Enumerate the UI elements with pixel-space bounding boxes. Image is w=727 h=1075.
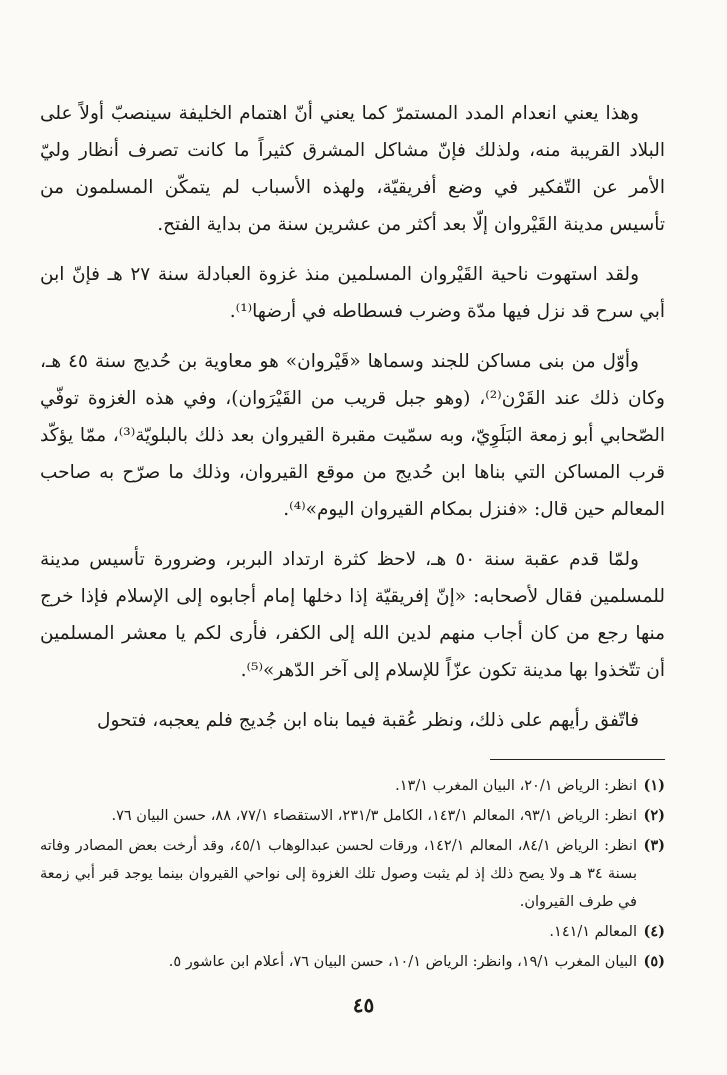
footnote [40,918,665,946]
footnote-number: (٣) [643,837,665,854]
footnote-number: (٥) [643,953,665,970]
page-number: ٤٥ [352,993,375,1017]
footnote-text: انظر: الرياض ٢٠/١، البيان المغرب ١٣/١. [395,778,637,794]
footnote-text: البيان المغرب ١٩/١، وانظر: الرياض ١٠/١، حسن البيان ٧٦، أعلام ابن عاشور ٥. [168,954,637,970]
footnote [40,772,665,800]
footnote-number: (٤) [643,923,665,940]
footnote-separator [490,759,665,760]
main-text [40,95,665,739]
paragraph: ولقد استهوت ناحية القَيْروان المسلمين منذ غزوة العبادلة سنة ٢٧ هـ فإنّ ابن أبي سرح قد نزل فيها مدّة وضرب فسطاطه في أرضها⁽¹⁾. [40,264,665,322]
footnote-number: (٢) [643,807,665,824]
footnotes [40,772,665,976]
footnote-text: انظر: الرياض ٩٣/١، المعالم ١٤٣/١، الكامل ٢٣١/٣، الاستقصاء ٧٧/١، ٨٨، حسن البيان ٧٦. [111,808,637,824]
footnote [40,832,665,916]
paragraph: فاتّفق رأيهم على ذلك، ونظر عُقبة فيما بناه ابن جُديج فلم يعجبه، فتحول [97,710,639,731]
paragraph: وهذا يعني انعدام المدد المستمرّ كما يعني أنّ اهتمام الخليفة سينصبّ أولاً على البلاد القريبة منه، ولذلك فإنّ مشاكل المشرق كثيراً ما كانت تصرف أنظار وليّ الأمر عن التّفكير في وضع أفريقيّة، ولهذه الأسباب لم يتمكّن المسلمون من تأسيس مدينة القَيْروان إلّا بعد أكثر من عشرين سنة من بداية الفتح. [40,103,665,235]
footnote-text: المعالم ١٤١/١. [549,924,637,940]
paragraph: وأوّل من بنى مساكن للجند وسماها «قَيْروان» هو معاوية بن حُديج سنة ٤٥ هـ، وكان ذلك عند القَرْن⁽²⁾، (وهو جبل قريب من القَيْرَوان)، وفي هذه الغزوة توفّي الصّحابي أبو زمعة البَلَوِيّ، وبه سمّيت مقبرة القيروان بعد ذلك بالبلويّة⁽³⁾، ممّا يؤكّد قرب المساكن التي بناها ابن حُديج من موقع القيروان، وذلك ما صرّح به صاحب المعالم حين قال: «فنزل بمكام القيروان اليوم»⁽⁴⁾. [40,351,665,520]
footnote-number: (١) [643,777,665,794]
footnote [40,802,665,830]
footnote [40,948,665,976]
paragraph: ولمّا قدم عقبة سنة ٥٠ هـ، لاحظ كثرة ارتداد البربر، وضرورة تأسيس مدينة للمسلمين فقال لأصحابه: «إنّ إفريقيّة إذا دخلها إمام أجابوه إلى الإسلام فإذا خرج منها رجع من كان أجاب منهم لدين الله إلى الكفر، فأرى لكم يا معشر المسلمين أن تتّخذوا بها مدينة تكون عزّاً للإسلام إلى آخر الدّهر»⁽⁵⁾. [40,549,665,681]
footnote-text: انظر: الرياض ٨٤/١، المعالم ١٤٢/١، ورقات لحسن عبدالوهاب ٤٥/١، وقد أرخت بعض المصادر وفاته بسنة ٣٤ هـ ولا يصح ذلك إذ لم يثبت وصول تلك الغزوة إلى نواحي القيروان بينما يوجد قبر أبي زمعة في طرف القيروان. [40,838,638,910]
